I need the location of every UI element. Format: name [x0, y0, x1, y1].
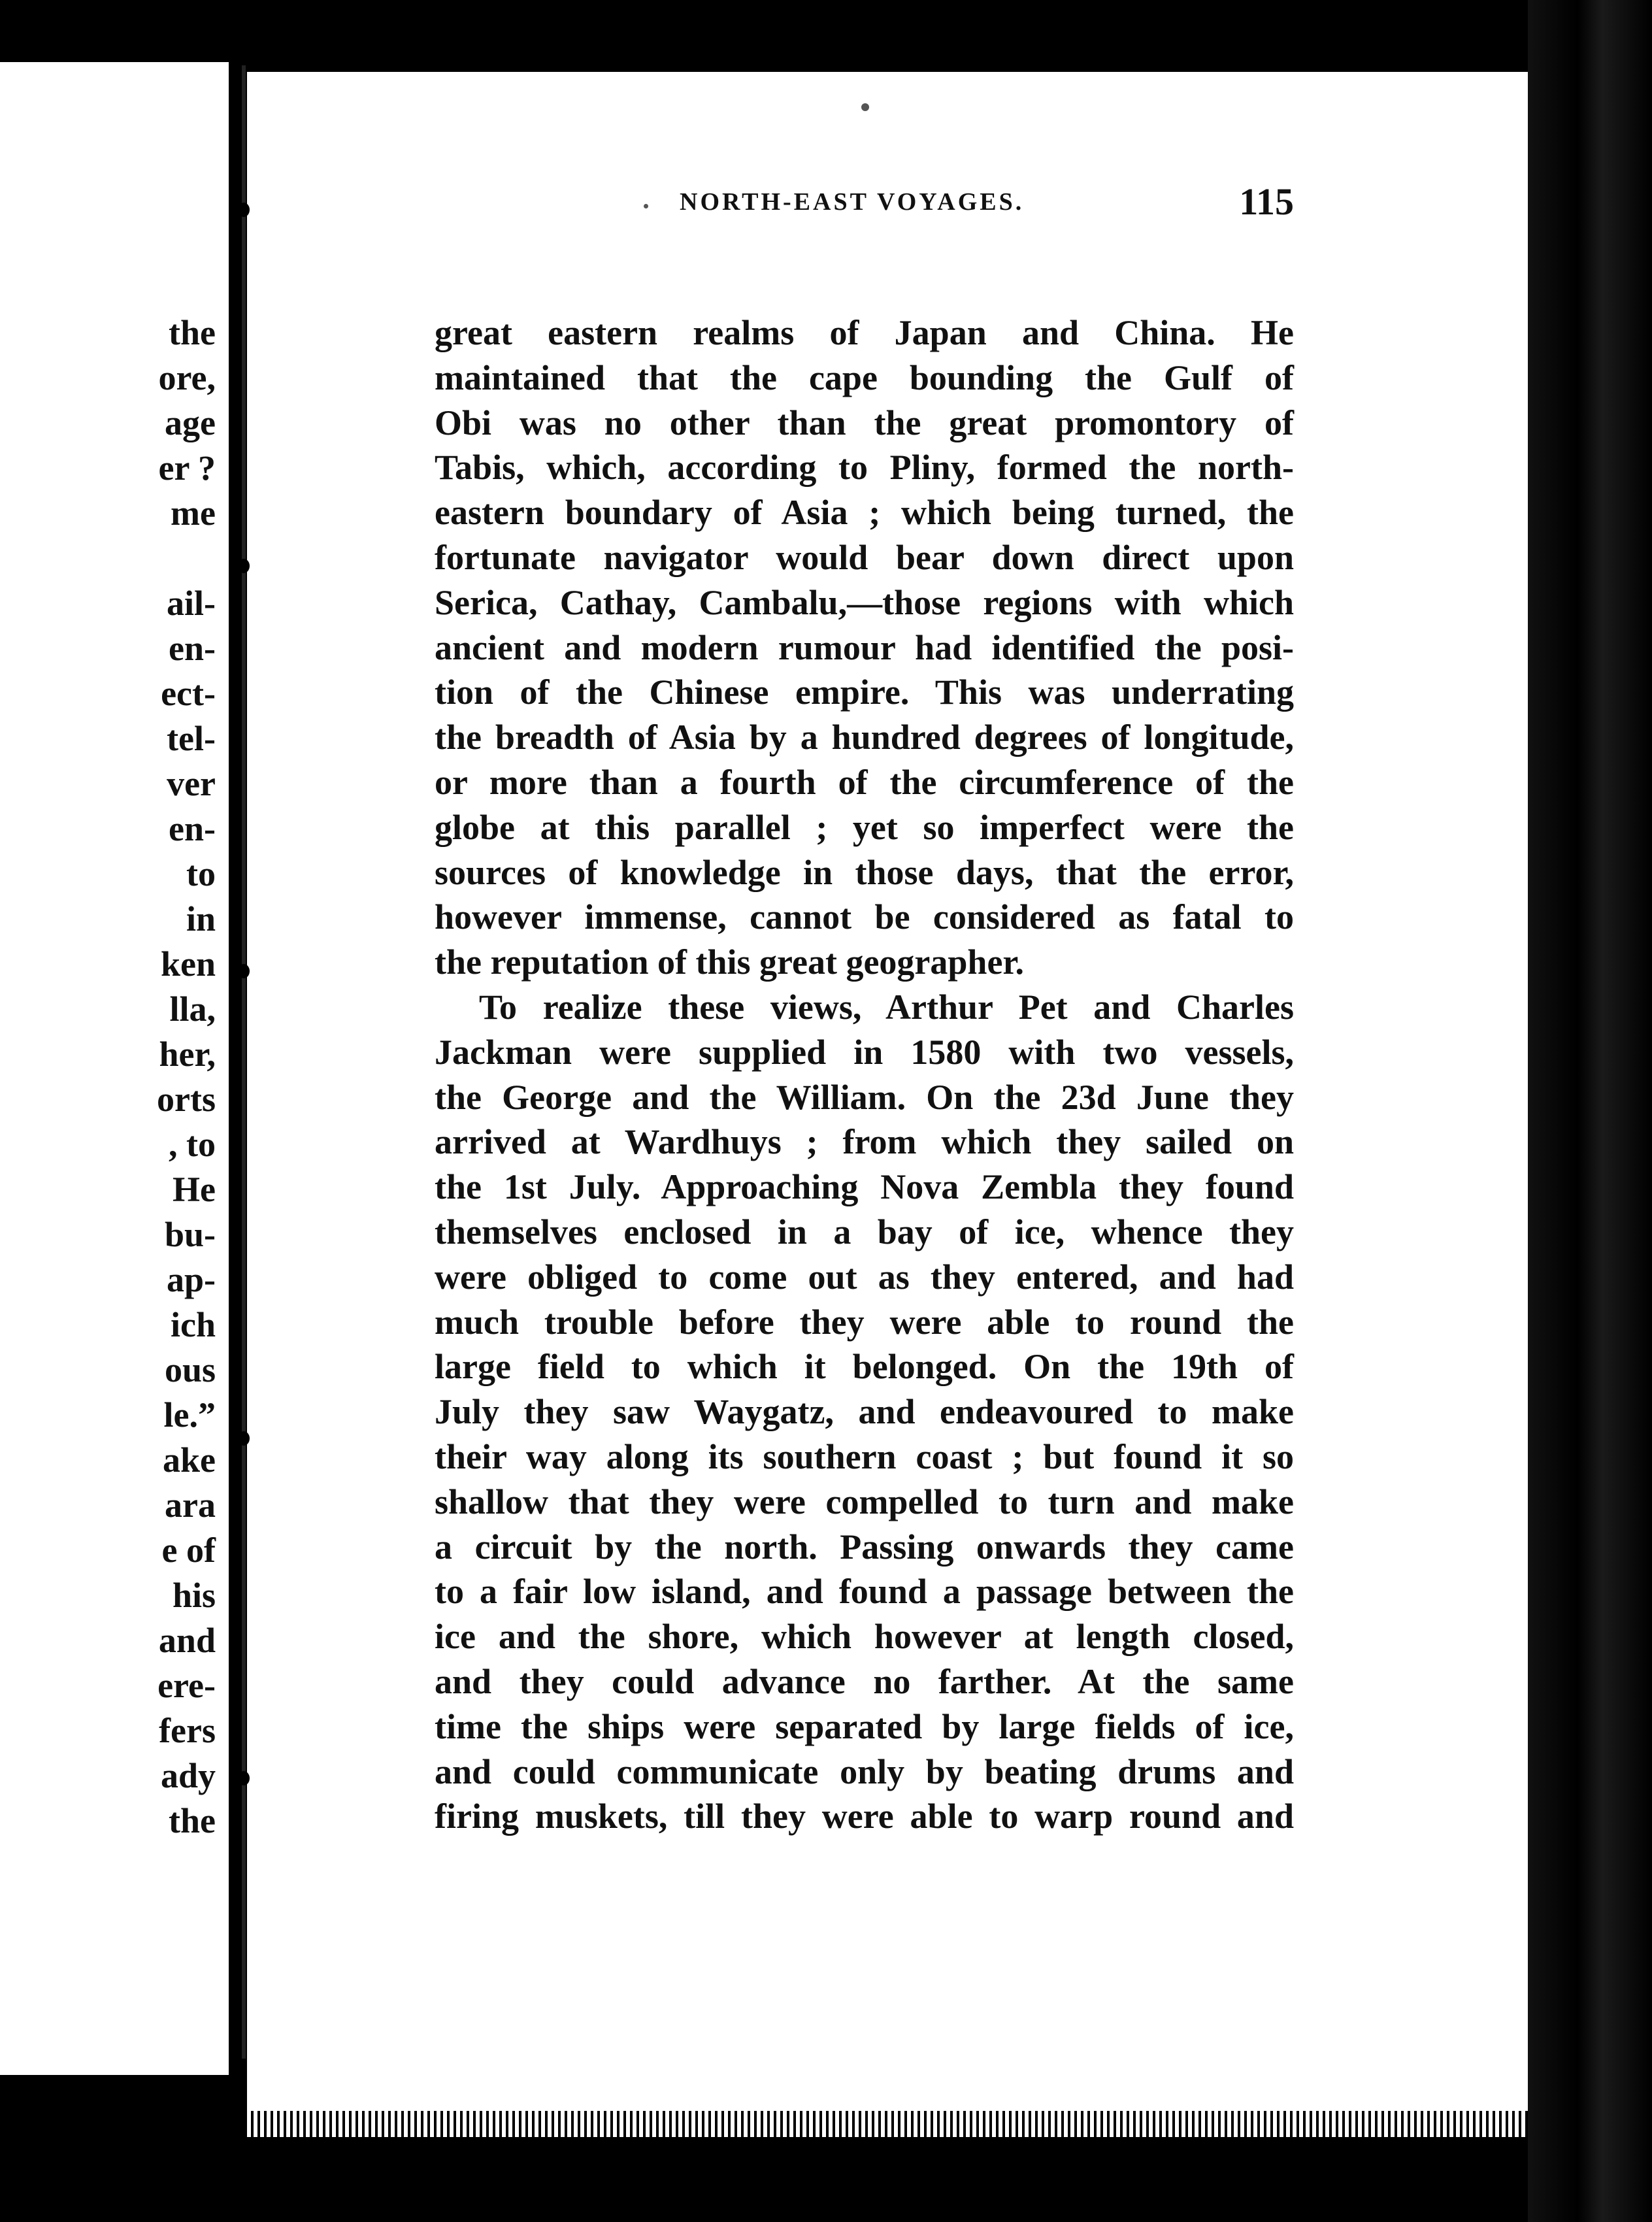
text-line: or more than a fourth of the circumference of the	[435, 762, 1294, 802]
binding-stitch	[238, 964, 250, 978]
text-line: Tabis, which, according to Pliny, formed the north-	[435, 448, 1294, 488]
text-line: were obliged to come out as they entered, and had	[435, 1257, 1294, 1297]
running-head-title: NORTH-EAST VOYAGES.	[680, 188, 1025, 216]
text-line: the George and the William. On the 23d June they	[435, 1077, 1294, 1117]
left-line: lla,	[169, 989, 216, 1029]
left-line: fers	[159, 1711, 216, 1750]
text-line: shallow that they were compelled to turn and make	[435, 1482, 1294, 1521]
left-line: the	[169, 1801, 216, 1840]
left-line: , to	[169, 1125, 216, 1164]
left-line: ara	[165, 1485, 216, 1525]
left-line: me	[171, 493, 216, 533]
left-line: orts	[157, 1080, 216, 1119]
left-line: en-	[169, 809, 216, 848]
left-line: ap-	[166, 1260, 216, 1299]
text-line: the reputation of this great geographer.	[435, 942, 1024, 982]
text-line: themselves enclosed in a bay of ice, whence they	[435, 1212, 1294, 1252]
left-line: er ?	[158, 448, 216, 488]
left-line: ore,	[158, 358, 216, 397]
text-line: great eastern realms of Japan and China. He	[435, 313, 1294, 352]
text-line: ancient and modern rumour had identified the posi-	[435, 627, 1294, 667]
left-line: le.”	[163, 1395, 216, 1434]
left-line: ver	[167, 764, 216, 803]
text-line: Obi was no other than the great promontory of	[435, 403, 1294, 442]
text-line: time the ships were separated by large fields of ice,	[435, 1706, 1294, 1746]
text-line: July they saw Waygatz, and endeavoured to make	[435, 1392, 1294, 1432]
left-line: ich	[170, 1305, 216, 1344]
text-line: globe at this parallel ; yet so imperfect were the	[435, 807, 1294, 847]
text-line: tion of the Chinese empire. This was underrating	[435, 672, 1294, 712]
left-line: bu-	[164, 1215, 216, 1254]
left-line: to	[186, 854, 216, 893]
text-line: Serica, Cathay, Cambalu,—those regions with which	[435, 582, 1294, 622]
left-line: age	[165, 403, 216, 442]
binding-stitch	[238, 203, 250, 217]
text-line: much trouble before they were able to round the	[435, 1302, 1294, 1342]
text-line: sources of knowledge in those days, that the error,	[435, 852, 1294, 892]
text-line: eastern boundary of Asia ; which being turned, the	[435, 493, 1294, 533]
text-line: their way along its southern coast ; but found it so	[435, 1436, 1294, 1476]
text-line: large field to which it belonged. On the 19th of	[435, 1347, 1294, 1387]
left-line: tel-	[167, 719, 216, 758]
text-line: fortunate navigator would bear down direct upon	[435, 537, 1294, 577]
text-line: To realize these views, Arthur Pet and Charles	[479, 987, 1294, 1027]
page-bottom-edge	[247, 2111, 1528, 2137]
left-line: ect-	[161, 674, 216, 713]
binding-thread	[242, 65, 246, 2059]
text-line: maintained that the cape bounding the Gulf of	[435, 357, 1294, 397]
left-line: her,	[159, 1035, 216, 1074]
left-line: He	[173, 1170, 216, 1209]
running-head	[431, 180, 1294, 232]
left-line: his	[172, 1576, 216, 1615]
binding-stitch	[238, 1771, 250, 1785]
page-number: 115	[1239, 180, 1294, 223]
left-page-text	[157, 310, 216, 1844]
book-edge-shadow	[1528, 0, 1652, 2222]
binding-stitch	[238, 559, 250, 573]
text-line: the 1st July. Approaching Nova Zembla they found	[435, 1167, 1294, 1207]
left-line: and	[158, 1621, 216, 1660]
left-line: in	[186, 899, 216, 938]
left-line: ken	[160, 944, 216, 984]
left-line: en-	[169, 629, 216, 668]
text-line: and they could advance no farther. At the same	[435, 1661, 1294, 1701]
left-line: ake	[163, 1440, 216, 1480]
left-line: ous	[164, 1350, 216, 1389]
left-page-fragment	[0, 62, 229, 2075]
text-line: ice and the shore, which however at length closed,	[435, 1617, 1294, 1657]
text-line: a circuit by the north. Passing onwards they came	[435, 1527, 1294, 1567]
text-line: and could communicate only by beating drums and	[435, 1751, 1294, 1791]
text-line: however immense, cannot be considered as fatal to	[435, 897, 1294, 937]
text-line: Jackman were supplied in 1580 with two vessels,	[435, 1032, 1294, 1072]
left-line: e of	[161, 1531, 216, 1570]
left-line	[157, 536, 216, 581]
binding-stitch	[238, 1431, 250, 1446]
left-line: the	[169, 313, 216, 352]
left-line: ere-	[157, 1666, 216, 1705]
left-line: ady	[160, 1756, 216, 1795]
text-line: arrived at Wardhuys ; from which they sailed on	[435, 1122, 1294, 1162]
text-line: the breadth of Asia by a hundred degrees of longitude,	[435, 718, 1294, 757]
body-text	[435, 310, 1294, 1839]
left-line: ail-	[167, 584, 216, 623]
text-line: firing muskets, till they were able to warp round and	[435, 1797, 1294, 1836]
text-line: to a fair low island, and found a passage between the	[435, 1572, 1294, 1612]
paper-speck	[861, 103, 869, 111]
